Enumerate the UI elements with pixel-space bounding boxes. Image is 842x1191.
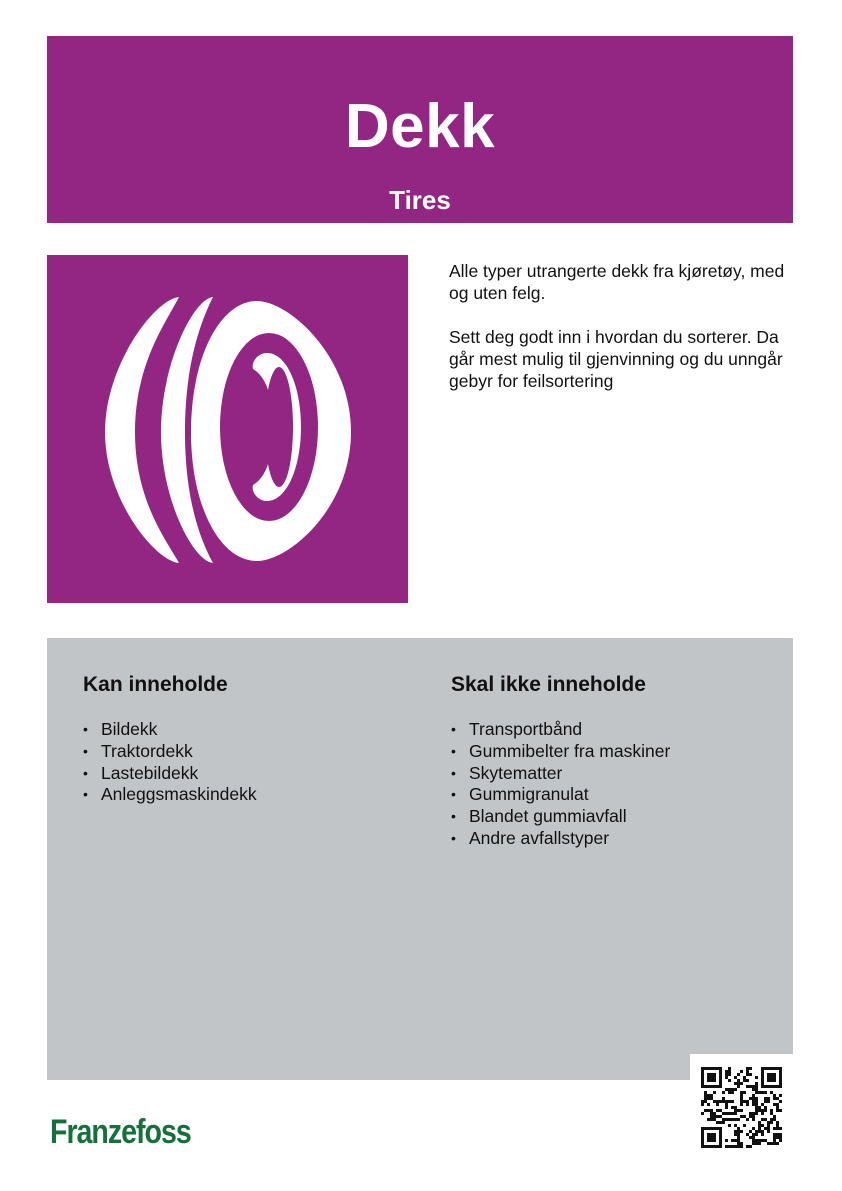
list-item: • Anleggsmaskindekk — [83, 784, 257, 806]
tire-icon — [47, 255, 408, 603]
description — [449, 260, 794, 414]
can-contain-heading: Kan inneholde — [83, 673, 228, 696]
can-contain-list — [83, 719, 257, 806]
list-item: • Andre avfallstyper — [451, 828, 670, 850]
header-banner — [47, 36, 793, 223]
must-not-contain-column — [451, 673, 670, 850]
list-item: • Transportbånd — [451, 719, 670, 741]
page-subtitle: Tires — [389, 185, 451, 215]
list-item: • Gummibelter fra maskiner — [451, 741, 670, 763]
must-not-contain-heading: Skal ikke inneholde — [451, 673, 646, 696]
franzefoss-logo: Franzefoss — [50, 1113, 191, 1151]
page-title: Dekk — [344, 92, 496, 161]
description-paragraph: Sett deg godt inn i hvordan du sorterer. Da går mest mulig til gjenvinning og du unngår gebyr for feilsortering — [449, 327, 783, 391]
qr-code-frame[interactable] — [690, 1054, 793, 1157]
contents-panel — [47, 638, 793, 1080]
list-item: • Traktordekk — [83, 741, 257, 763]
list-item: • Skytematter — [451, 763, 670, 785]
tire-icon-panel — [47, 255, 408, 603]
list-item: • Lastebildekk — [83, 763, 257, 785]
list-item: • Gummigranulat — [451, 784, 670, 806]
must-not-contain-list — [451, 719, 670, 850]
list-item: • Bildekk — [83, 719, 257, 741]
list-item: • Blandet gummiavfall — [451, 806, 670, 828]
qr-code-icon[interactable] — [701, 1067, 782, 1148]
description-paragraph: Alle typer utrangerte dekk fra kjøretøy, med og uten felg. — [449, 261, 785, 303]
can-contain-column — [83, 673, 257, 806]
